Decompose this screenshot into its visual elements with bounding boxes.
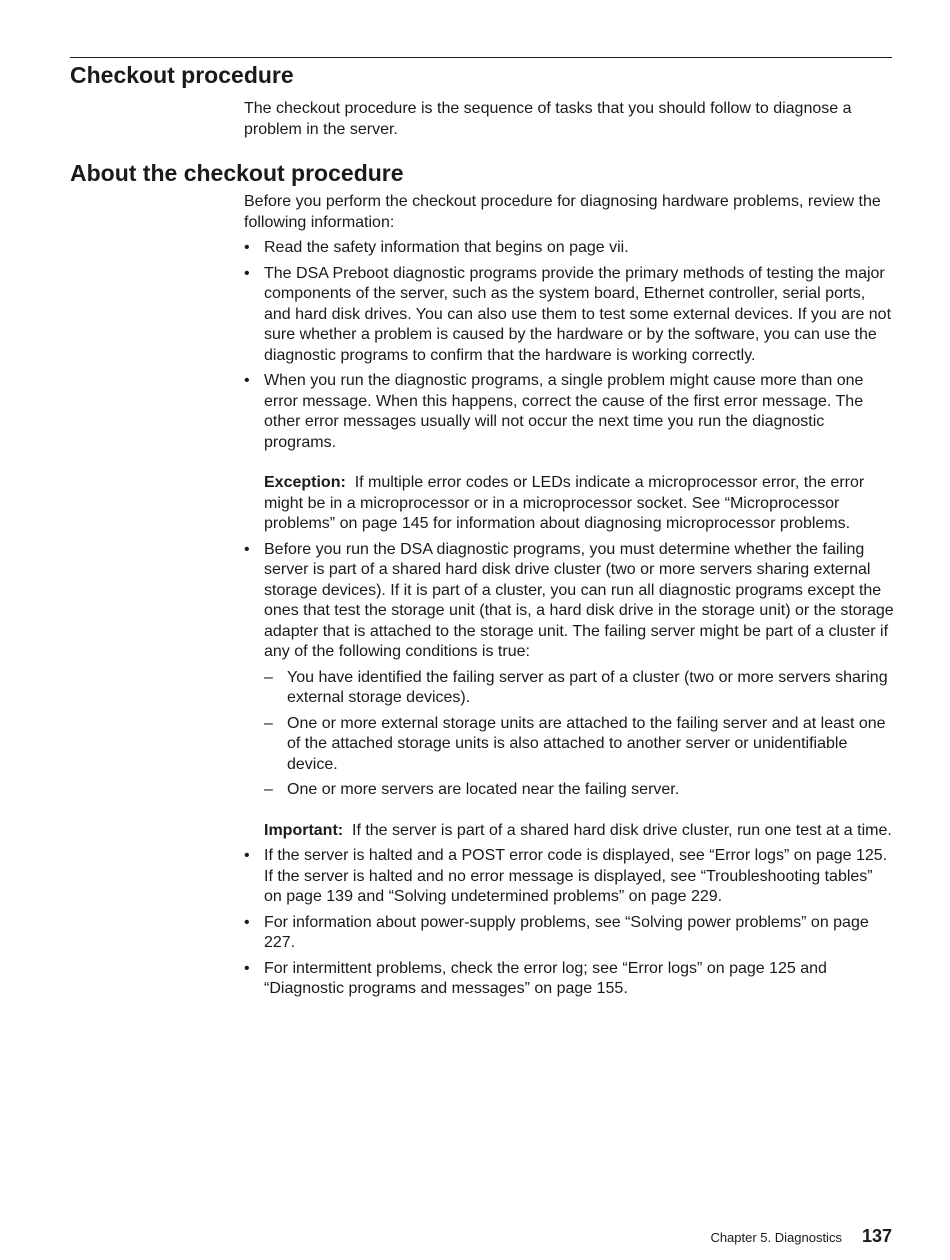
about-lead: Before you perform the checkout procedure for diagnosing hardware problems, review the following information:: [244, 193, 881, 231]
footer-chapter: Chapter 5. Diagnostics: [710, 1230, 842, 1245]
page-number: 137: [861, 1226, 892, 1246]
conditions-list: [264, 668, 894, 801]
exception-note: Exception: If multiple error codes or LEDs indicate a microprocessor error, the error might be in a microprocessor or in a microprocessor socket. See “Microprocessor problems” on page 145 for information about diagnosing microprocessor problems.: [264, 474, 865, 532]
list-item: • If the server is halted and a POST error code is displayed, see “Error logs” on page 125. If the server is halted and no error message is displayed, see “Troubleshooting tables” on page 139 and “Solving undetermined problems” on page 229.: [244, 846, 894, 908]
section-intro: The checkout procedure is the sequence of tasks that you should follow to diagnose a problem in the server.: [244, 100, 852, 138]
subsection-title: About the checkout procedure: [70, 160, 404, 186]
top-rule: [70, 57, 892, 58]
condition-item: – One or more external storage units are attached to the failing server and at least one of the attached storage units is also attached to another server or unidentifiable device.: [264, 714, 894, 776]
exception-label: Exception:: [264, 474, 346, 491]
list-item: • For intermittent problems, check the error log; see “Error logs” on page 125 and “Diagnostic programs and messages” on page 155.: [244, 959, 894, 1000]
list-item: • The DSA Preboot diagnostic programs provide the primary methods of testing the major components of the server, such as the system board, Ethernet controller, serial ports, and hard disk drives. You can also use them to test some external devices. If you are not sure whether a problem is caused by the hardware or by the software, you can use the diagnostic programs to confirm that the hardware is working correctly.: [244, 264, 894, 367]
list-item: • Before you run the DSA diagnostic programs, you must determine whether the failing server is part of a shared hard disk drive cluster (two or more servers sharing external storage devices). If it is part of a cluster, you can run all diagnostic programs except the ones that test the storage unit (that is, a hard disk drive in the storage unit) or the storage adapter that is attached to the storage unit. The failing server might be part of a cluster if any of the following conditions is true: – You have identified the failing server as part of a cluster (two or more servers sharing external storage devices). – One or more external storage units are attached to the failing server and at least one of the attached storage units is also attached to another server or unidentifiable device. – One or more servers are located near the failing server. Important: If the server is part of a shared hard disk drive cluster, run one test at a time.: [244, 540, 894, 842]
important-note: Important: If the server is part of a shared hard disk drive cluster, run one test at a time.: [264, 821, 892, 839]
section-title: Checkout procedure: [70, 62, 294, 88]
about-body: [244, 192, 894, 1005]
condition-item: – One or more servers are located near the failing server.: [264, 780, 894, 801]
info-list: [244, 238, 894, 1000]
condition-item: – You have identified the failing server as part of a cluster (two or more servers sharing external storage devices).: [264, 668, 894, 709]
important-label: Important:: [264, 821, 344, 839]
list-item: • Read the safety information that begins on page vii.: [244, 238, 894, 259]
page-footer: [710, 1226, 892, 1247]
list-item: • When you run the diagnostic programs, a single problem might cause more than one error message. When this happens, correct the cause of the first error message. The other error messages usually will not occur the next time you run the diagnostic programs. Exception: If multiple error codes or LEDs indicate a microprocessor error, the error might be in a microprocessor or in a microprocessor socket. See “Microprocessor problems” on page 145 for information about diagnosing microprocessor problems.: [244, 371, 894, 535]
list-item: • For information about power-supply problems, see “Solving power problems” on page 227.: [244, 913, 894, 954]
